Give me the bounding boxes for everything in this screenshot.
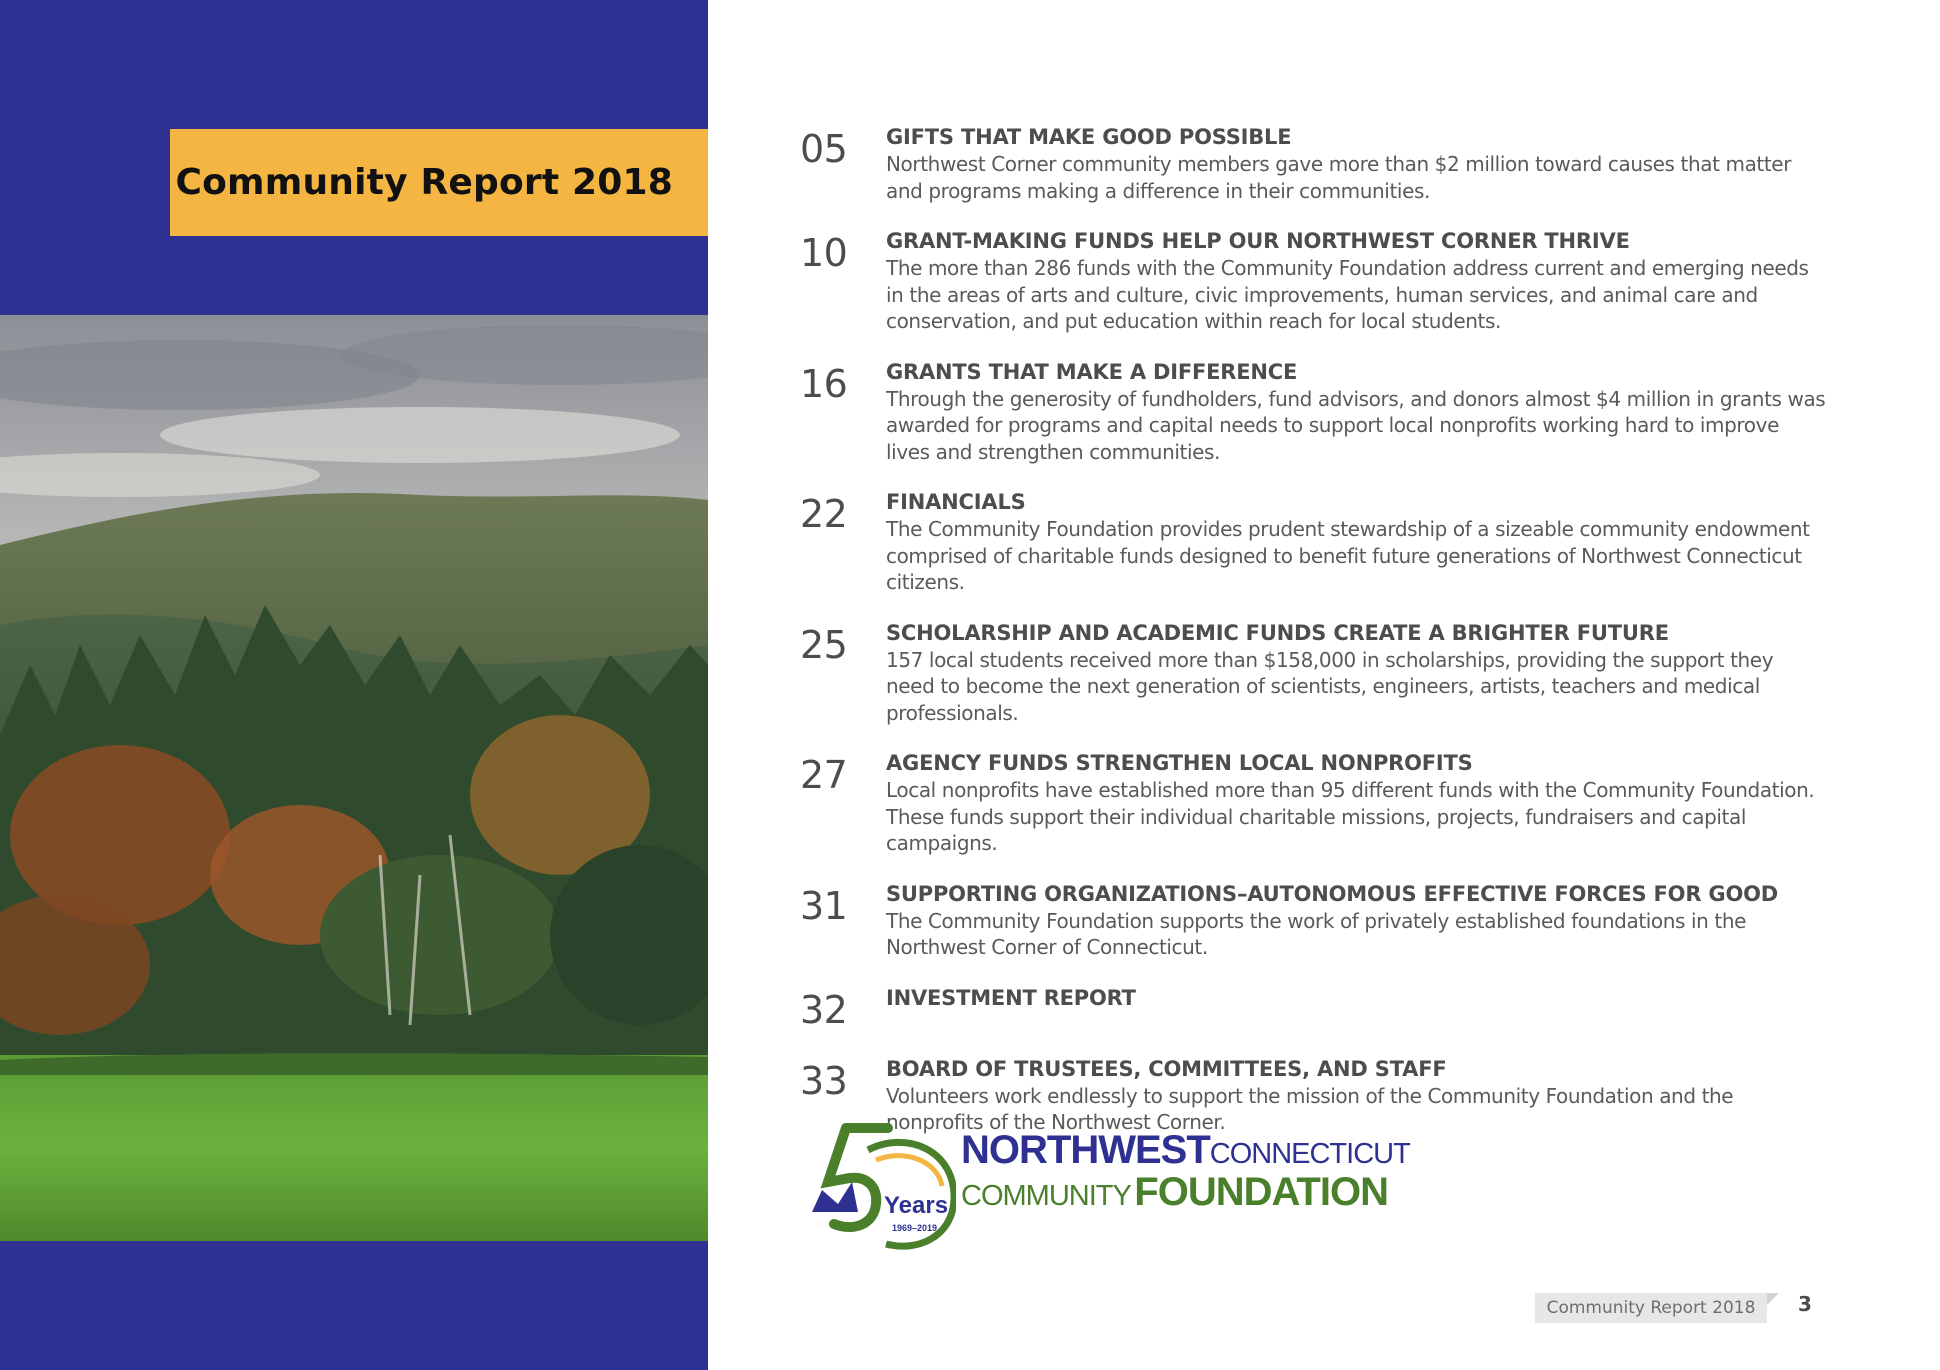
footer-label: Community Report 2018 xyxy=(1535,1293,1767,1323)
toc-entry-body xyxy=(886,489,1826,596)
logo-northwest: NORTHWEST xyxy=(961,1128,1210,1172)
toc-title: GRANTS THAT MAKE A DIFFERENCE xyxy=(886,359,1298,384)
landscape-photo xyxy=(0,315,708,1241)
toc-description: The Community Foundation provides prudent stewardship of a sizeable community endowment comprised of charitable funds designed to benefit future generations of Northwest Connecticut citizens. xyxy=(886,517,1810,594)
logo-years: Years xyxy=(884,1192,949,1219)
table-of-contents xyxy=(800,124,1840,1160)
toc-title: SCHOLARSHIP AND ACADEMIC FUNDS CREATE A BRIGHTER FUTURE xyxy=(886,620,1669,645)
toc-entry xyxy=(800,124,1840,204)
toc-title: SUPPORTING ORGANIZATIONS–AUTONOMOUS EFFECTIVE FORCES FOR GOOD xyxy=(886,881,1778,906)
page-number: 3 xyxy=(1798,1292,1812,1316)
toc-description: 157 local students received more than $158,000 in scholarships, providing the support they need to become the next generation of scientists, engineers, artists, teachers and medical professionals. xyxy=(886,647,1774,725)
toc-description: Northwest Corner community members gave more than $2 million toward causes that matter and programs making a difference in their communities. xyxy=(886,152,1792,203)
toc-description: The more than 286 funds with the Community Foundation address current and emerging needs in the areas of arts and culture, civic improvements, human services, and animal care and conservation, and put education within reach for local students. xyxy=(886,256,1809,333)
toc-entry xyxy=(800,881,1840,961)
toc-description: Through the generosity of fundholders, fund advisors, and donors almost $4 million in grants was awarded for programs and capital needs to support local nonprofits working hard to improve lives and strengthen communities. xyxy=(886,386,1826,464)
toc-page-number: 32 xyxy=(800,987,848,1032)
logo-connecticut: CONNECTICUT xyxy=(1209,1138,1410,1170)
toc-title: BOARD OF TRUSTEES, COMMITTEES, AND STAFF xyxy=(886,1056,1447,1081)
toc-entry-body xyxy=(886,881,1826,961)
toc-page-number: 27 xyxy=(800,753,848,797)
toc-page-number: 25 xyxy=(800,622,848,667)
logo-foundation: FOUNDATION xyxy=(1134,1170,1388,1214)
report-title: Community Report 2018 xyxy=(175,162,673,203)
logo-year-range: 1969–2019 xyxy=(892,1223,938,1233)
toc-entry-body xyxy=(886,985,1826,1012)
left-panel xyxy=(0,0,708,1370)
toc-page-number: 22 xyxy=(800,492,848,536)
toc-title: GRANT-MAKING FUNDS HELP OUR NORTHWEST CORNER THRIVE xyxy=(886,229,1630,253)
toc-page-number: 31 xyxy=(800,883,848,928)
toc-entry xyxy=(800,985,1840,1032)
toc-entry-body xyxy=(886,359,1826,466)
toc-page-number: 10 xyxy=(800,231,848,275)
toc-page-number: 05 xyxy=(800,127,848,171)
toc-entry-body xyxy=(886,124,1826,204)
toc-entry xyxy=(800,620,1840,727)
toc-description: The Community Foundation supports the work of privately established foundations in the Northwest Corner of Connecticut. xyxy=(886,908,1747,959)
toc-title: FINANCIALS xyxy=(886,490,1026,514)
toc-description: Local nonprofits have established more than 95 different funds with the Community Foundation. These funds support their individual charitable missions, projects, fundraisers and capital campaigns. xyxy=(886,778,1815,855)
footer-notch xyxy=(1767,1293,1779,1305)
logo-wordmark xyxy=(961,1128,1410,1214)
toc-entry xyxy=(800,359,1840,466)
title-banner xyxy=(170,129,708,236)
logo-community: COMMUNITY xyxy=(961,1180,1131,1212)
toc-entry-body xyxy=(886,750,1826,857)
toc-entry xyxy=(800,750,1840,857)
toc-entry xyxy=(800,228,1840,335)
toc-entry-body xyxy=(886,228,1826,335)
toc-title: INVESTMENT REPORT xyxy=(886,985,1136,1010)
toc-page-number: 33 xyxy=(800,1058,848,1103)
toc-title: AGENCY FUNDS STRENGTHEN LOCAL NONPROFITS xyxy=(886,751,1473,775)
toc-entry xyxy=(800,489,1840,596)
toc-description: Volunteers work endlessly to support the mission of the Community Foundation and the nonprofits of the Northwest Corner. xyxy=(886,1083,1734,1134)
toc-title: GIFTS THAT MAKE GOOD POSSIBLE xyxy=(886,125,1292,149)
toc-entry-body xyxy=(886,620,1826,727)
toc-page-number: 16 xyxy=(800,361,848,406)
foundation-logo xyxy=(806,1120,1410,1250)
